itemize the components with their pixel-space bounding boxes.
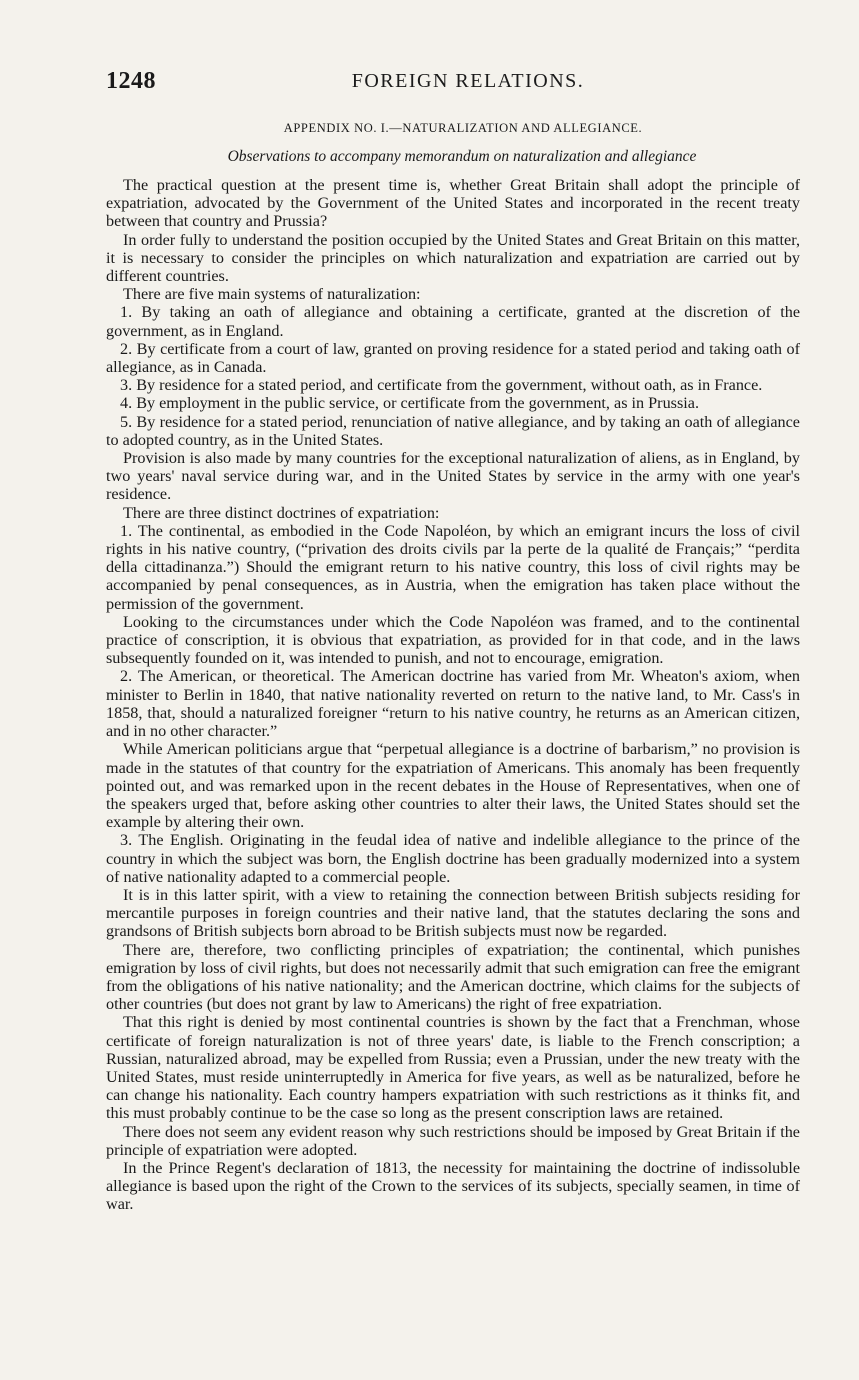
list-item-system-5: 5. By residence for a stated period, renunciation of native allegiance, and by taking an oath of allegiance to adopted country, as in the United States. [106,412,800,449]
paragraph-code-napoleon: Looking to the circumstances under which the Code Napoléon was framed, and to the continental practice of conscription, it is obvious that expatriation, as provided for in that code, and in the laws subsequently founded on it, was intended to punish, and not to encourage, emigration. [106,612,800,668]
paragraph-prince-regent: In the Prince Regent's declaration of 1813, the necessity for maintaining the doctrine of indissoluble allegiance is based upon the right of the Crown to the services of its subjects, specially seamen, in time of war. [106,1158,800,1214]
paragraph-conflicting-principles: There are, therefore, two conflicting principles of expatriation; the continental, which punishes emigration by loss of civil rights, but does not necessarily admit that such emigration can free the emigrant from the obligations of his native nationality; and the American doctrine, which claims for the subjects of other countries (but does not grant by law to Americans) the right of free expatriation. [106,940,800,1014]
paragraph-no-evident-reason: There does not seem any evident reason why such restrictions should be imposed by Great Britain if the principle of expatriation were adopted. [106,1122,800,1159]
running-head [106,68,800,98]
list-item-system-4: 4. By employment in the public service, or certificate from the government, as in Prussia. [120,394,699,413]
running-title: FOREIGN RELATIONS. [351,70,585,92]
paragraph-five-systems: There are five main systems of naturalization: [123,285,421,304]
paragraph-intro-question: The practical question at the present time is, whether Great Britain shall adopt the principle of expatriation, advocated by the Government of the United States and incorporated in the recent treaty between that country and Prussia? [106,176,800,231]
list-item-doctrine-english: 3. The English. Originating in the feudal idea of native and indelible allegiance to the prince of the country in which the subject was born, the English doctrine has been gradually modernized into a system of native nationality adapted to a commercial people. [106,831,800,886]
paragraph-british-subjects: It is in this latter spirit, with a view to retaining the connection between British subjects residing for mercantile purposes in foreign countries and their native land, that the statutes declaring the sons and grandsons of British subjects born abroad to be British subjects must now be regarded. [106,885,800,941]
paragraph-continental-denial: That this right is denied by most continental countries is shown by the fact that a Frenchman, whose certificate of foreign naturalization is not of three years' date, is liable to the French conscription; a Russian, naturalized abroad, may be expelled from Russia; even a Prussian, under the new treaty with the United States, must reside uninterruptedly in America for five years, as well as be naturalized, before he can change his nationality. Each country hampers expatriation with such restrictions as it thinks fit, and this must probably continue to be the case so long as the present conscription laws are retained. [106,1013,800,1123]
list-item-doctrine-american: 2. The American, or theoretical. The American doctrine has varied from Mr. Wheaton's axiom, when minister to Berlin in 1840, that native nationality reverted on return to the native land, to Mr. Cass's in 1858, that, should a naturalized foreigner “return to his native country, he returns as an American citizen, and in no other character.” [106,667,800,741]
paragraph-understanding-position: In order fully to understand the position occupied by the United States and Great Britain on this matter, it is necessary to consider the principles on which naturalization and expatriation are carried out by different countries. [106,230,800,286]
appendix-heading: APPENDIX NO. I.—NATURALIZATION AND ALLEGIANCE. [283,121,643,135]
section-subheading: Observations to accompany memorandum on naturalization and allegiance [227,148,697,165]
body-text [106,176,800,1214]
list-item-system-2: 2. By certificate from a court of law, granted on proving residence for a stated period and taking oath of allegiance, as in Canada. [106,339,800,377]
list-item-system-1: 1. By taking an oath of allegiance and obtaining a certificate, granted at the discretion of the government, as in England. [106,303,800,340]
paragraph-american-politicians: While American politicians argue that “perpetual allegiance is a doctrine of barbarism,” no provision is made in the statutes of that country for the expatriation of Americans. This anomaly has been frequently pointed out, and was remarked upon in the recent debates in the House of Representatives, when one of the speakers urged that, before asking other countries to alter their laws, the United States should set the example by altering their own. [106,740,800,832]
list-item-doctrine-continental: 1. The continental, as embodied in the Code Napoléon, by which an emigrant incurs the loss of civil rights in his native country, (“privation des droits civils par la perte de la qualité de Français;” “perdita della cittadinanza.”) Should the emigrant return to his native country, this loss of civil rights may be accompanied by penal consequences, as in Austria, when the emigration has taken place without the permission of the government. [106,521,800,613]
paragraph-three-doctrines: There are three distinct doctrines of expatriation: [123,503,440,522]
page-number: 1248 [106,68,156,94]
list-item-system-3: 3. By residence for a stated period, and certificate from the government, without oath, as in France. [120,376,763,395]
paragraph-exceptional-naturalization: Provision is also made by many countries for the exceptional naturalization of aliens, as in England, by two years' naval service during war, and in the United States by service in the army with one year's residence. [106,449,800,504]
